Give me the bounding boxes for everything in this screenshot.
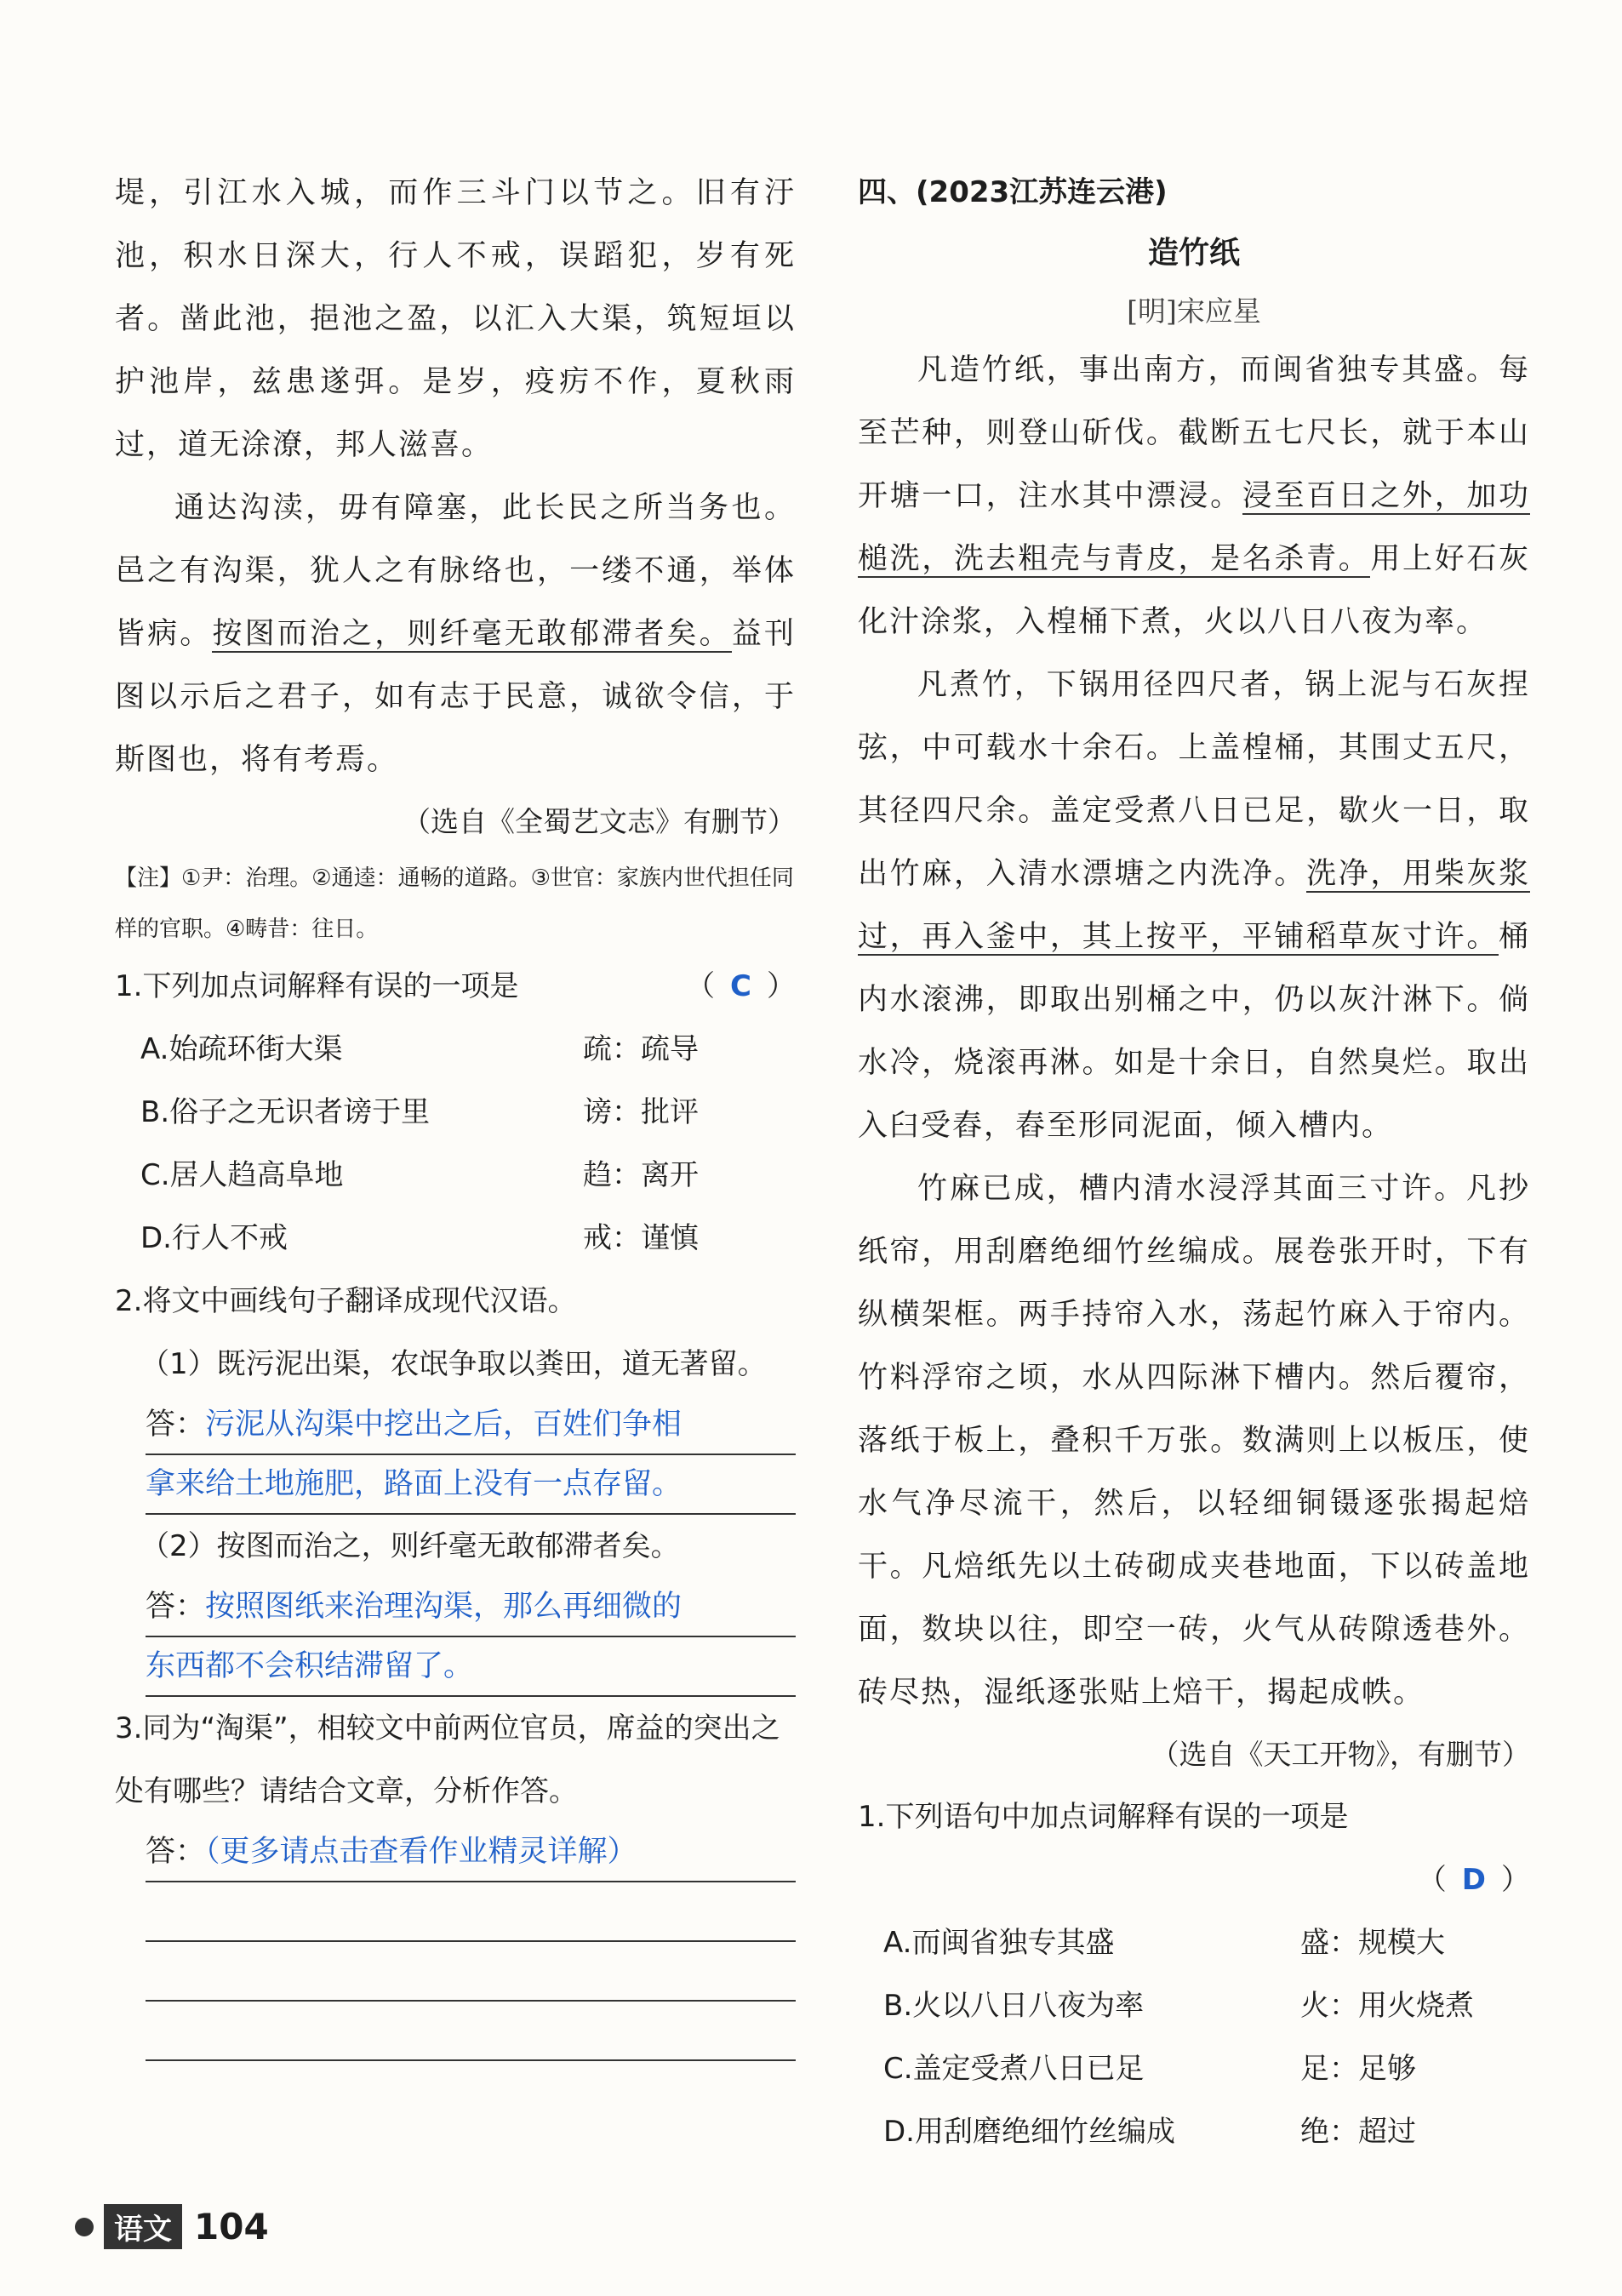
answer-letter: C bbox=[730, 969, 751, 1003]
subject-badge: 语文 bbox=[104, 2204, 182, 2249]
answer-line: 答：按照图纸来治理沟渠，那么再细微的 bbox=[146, 1578, 796, 1637]
question-1 bbox=[115, 955, 796, 1018]
underlined-sentence: 浸至百日之外，加功槌洗，洗去粗壳与青皮，是名杀青。 bbox=[858, 479, 1530, 576]
blank-answer-line bbox=[146, 2002, 796, 2061]
detail-link[interactable]: （更多请点击查看作业精灵详解） bbox=[205, 1835, 637, 1869]
option-d: D.行人不戒 戒：谨慎 bbox=[140, 1221, 699, 1255]
question-2-stem: 2.将文中画线句子翻译成现代汉语。 bbox=[115, 1284, 577, 1318]
option-c: C.居人趋高阜地 趋：离开 bbox=[140, 1158, 699, 1192]
underlined-sentence: 按图而治之，则纤毫无敢郁滞者矣。 bbox=[212, 617, 732, 651]
source-citation: （选自《全蜀艺文志》有删节） bbox=[403, 805, 796, 838]
passage-title: 造竹纸 bbox=[1147, 236, 1240, 271]
passage-paragraph-2: 通达沟渎，毋有障塞，此长民之所当务也。邑之有沟渠，犹人之有脉络也，一缕不通，举体皆病。按图而治之，则纤毫无敢郁滞者矣。益刊图以示后之君子，如有志于民意，诚欲令信，于斯图也，将有考焉。 bbox=[115, 491, 796, 777]
answer-line: 答：污泥从沟渠中挖出之后，百姓们争相 bbox=[146, 1396, 796, 1455]
question-1-stem: 1.下列加点词解释有误的一项是 bbox=[115, 969, 519, 1003]
answer-letter: D bbox=[1461, 1863, 1486, 1897]
blank-answer-line bbox=[146, 1882, 796, 1942]
passage-paragraph-1: 凡造竹纸，事出南方，而闽省独专其盛。每至芒种，则登山斫伐。截断五七尺长，就于本山开塘一口，注水其中漂浸。浸至百日之外，加功槌洗，洗去粗壳与青皮，是名杀青。用上好石灰化汁涂浆，入楻桶下煮，火以八日八夜为率。 bbox=[858, 353, 1530, 639]
blank-answer-line bbox=[146, 1942, 796, 2002]
option-a: A.而闽省独专其盛 盛：规模大 bbox=[883, 1926, 1445, 1960]
question-1-stem: 1.下列语句中加点词解释有误的一项是 bbox=[858, 1800, 1349, 1834]
section-heading: 四、(2023江苏连云港) bbox=[858, 175, 1168, 209]
option-a: A.始疏环街大渠 疏：疏导 bbox=[140, 1032, 699, 1066]
answer-line: 东西都不会积结滞留了。 bbox=[146, 1637, 796, 1697]
page-footer bbox=[75, 2204, 269, 2249]
option-c: C.盖定受煮八日已足 足：足够 bbox=[883, 2052, 1416, 2086]
right-column bbox=[858, 162, 1530, 2163]
passage-paragraph-3: 竹麻已成，槽内清水浸浮其面三寸许。凡抄纸帘，用刮磨绝细竹丝编成。展卷张开时，下有纵横架框。两手持帘入水，荡起竹麻入于帘内。竹料浮帘之顷，水从四际淋下槽内。然后覆帘，落纸于板上，叠积千万张。数满则上以板压，使水气净尽流干，然后，以轻细铜镊逐张揭起焙干。凡焙纸先以土砖砌成夹巷地面，下以砖盖地面，数块以往，即空一砖，火气从砖隙透巷外。砖尽热，湿纸逐张贴上焙干，揭起成帙。 bbox=[858, 1172, 1530, 1710]
option-d: D.用刮磨绝细竹丝编成 绝：超过 bbox=[883, 2115, 1416, 2149]
page-number: 104 bbox=[194, 2206, 269, 2247]
question-2-sub-1: （1）既污泥出渠，农氓争取以粪田，道无著留。 bbox=[140, 1347, 767, 1381]
left-column bbox=[115, 162, 796, 2061]
question-3-stem: 3.同为“淘渠”，相较文中前两位官员，席益的突出之处有哪些？请结合文章，分析作答。 bbox=[115, 1711, 780, 1808]
option-b: B.俗子之无识者谤于里 谤：批评 bbox=[140, 1095, 699, 1129]
passage-paragraph-1: 堤，引江水入城，而作三斗门以节之。旧有汙池，积水日深大，行人不戒，误蹈犯，岁有死者。凿此池，挹池之盈，以汇入大渠，筑短垣以护池岸，兹患遂弭。是岁，疫疠不作，夏秋雨过，道无涂潦，邦人滋喜。 bbox=[115, 176, 796, 462]
answer-bracket: （ C ） bbox=[686, 969, 796, 1003]
source-citation: （选自《天工开物》，有删节） bbox=[1151, 1738, 1530, 1771]
question-2-sub-2: （2）按图而治之，则纤毫无敢郁滞者矣。 bbox=[140, 1529, 680, 1563]
passage-paragraph-2: 凡煮竹，下锅用径四尺者，锅上泥与石灰捏弦，中可载水十余石。上盖楻桶，其围丈五尺，其径四尺余。盖定受煮八日已足，歇火一日，取出竹麻，入清水漂塘之内洗净。洗净，用柴灰浆过，再入釜中，其上按平，平铺稻草灰寸许。桶内水滚沸，即取出别桶之中，仍以灰汁淋下。倘水冷，烧滚再淋。如是十余日，自然臭烂。取出入臼受舂，舂至形同泥面，倾入槽内。 bbox=[858, 668, 1530, 1143]
answer-line[interactable]: 答：（更多请点击查看作业精灵详解） bbox=[146, 1823, 796, 1882]
option-b: B.火以八日八夜为率 火：用火烧煮 bbox=[883, 1989, 1474, 2023]
passage-author: [明]宋应星 bbox=[1127, 294, 1261, 328]
annotation-notes: 【注】①尹：治理。②通逵：通畅的道路。③世官：家族内世代担任同样的官职。④畴昔：往日。 bbox=[115, 865, 794, 942]
bullet-icon bbox=[75, 2218, 94, 2236]
answer-line: 拿来给土地施肥，路面上没有一点存留。 bbox=[146, 1455, 796, 1515]
answer-bracket: （ D ） bbox=[1417, 1863, 1530, 1897]
underlined-sentence: 洗净，用柴灰浆过，再入釜中，其上按平，平铺稻草灰寸许。 bbox=[858, 857, 1530, 954]
